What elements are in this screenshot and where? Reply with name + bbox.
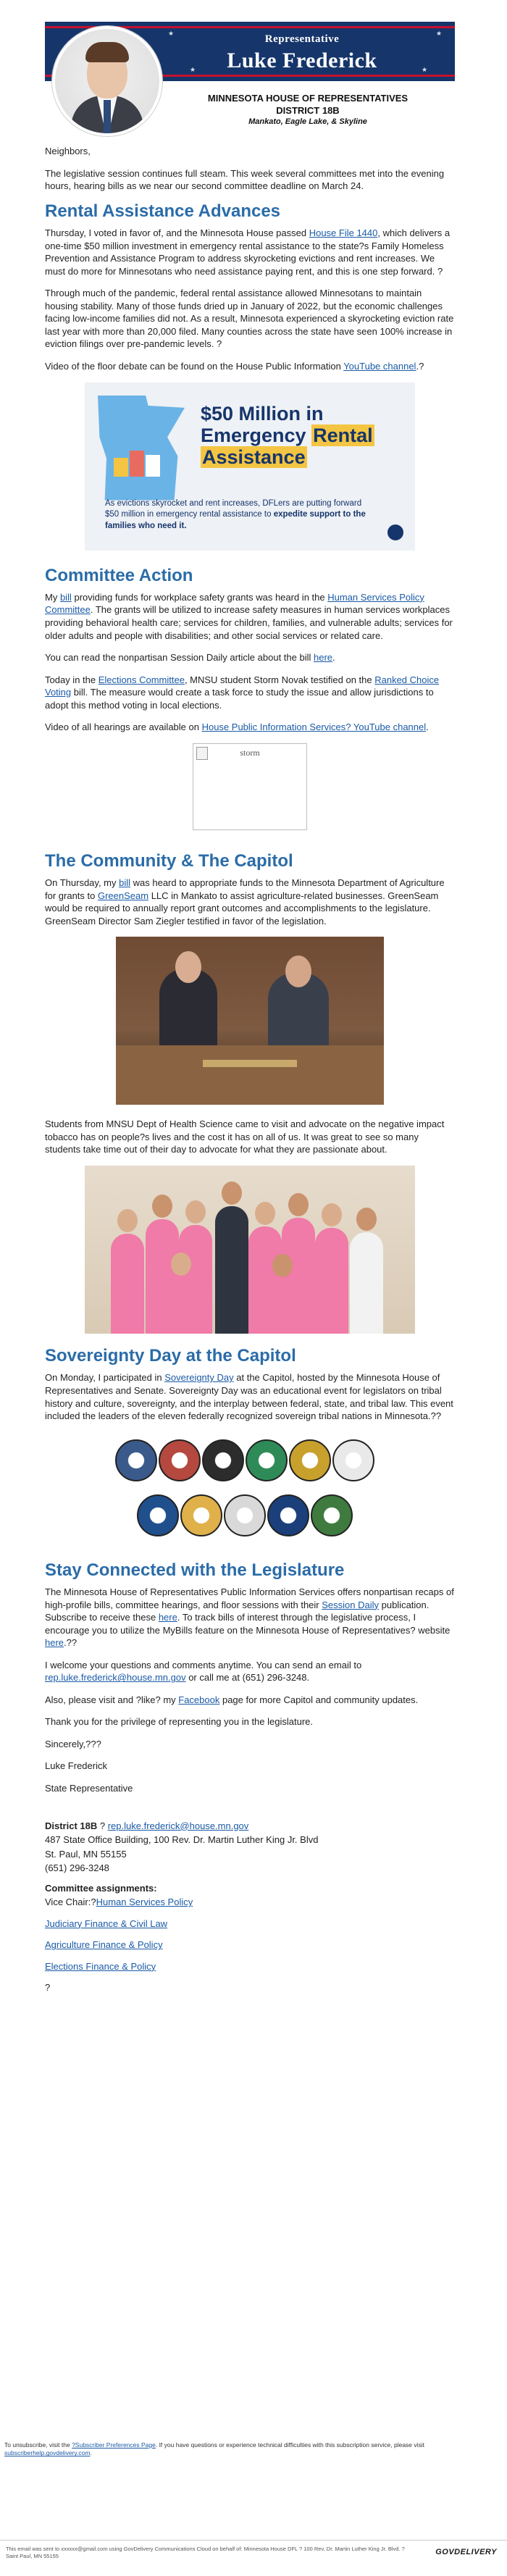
group-person-face (272, 1254, 293, 1277)
house-dfl-logo-icon (387, 524, 403, 540)
tribal-nation-seals (98, 1432, 402, 1545)
greeting: Neighbors, (45, 146, 91, 156)
star-icon: ★ (436, 30, 443, 37)
committee-link[interactable]: Elections Finance & Policy (45, 1960, 156, 1972)
stay-paragraph-2: I welcome your questions and comments anytime. You can send an email to rep.luke.frederick@house.mn.gov or call me at (651) 296-3248. (45, 1659, 362, 1684)
group-person (266, 1279, 299, 1334)
youtube-channel-link[interactable]: YouTube channel (343, 360, 416, 372)
rep-title: Representative (264, 33, 340, 45)
committee-link[interactable]: Agriculture Finance & Policy (45, 1939, 163, 1951)
tribal-seal-icon (180, 1494, 222, 1536)
image-alt-text: storm (240, 747, 260, 758)
sovereignty-heading: Sovereignty Day at the Capitol (45, 1346, 296, 1366)
rental-paragraph-2: Through much of the pandemic, federal rental assistance allowed Minnesotans to maintain housing stability. Many of those funds dried up in January of 2022, but the economic challenges facing low-income families did not. As a result, Minnesota experienced a skyrocketing eviction rate last year with more than 20,000 filed. Many counties across the state have seen 100% increase in eviction filings over pre-pandemic levels. ? (45, 288, 454, 350)
signature-title: State Representative (45, 1783, 133, 1794)
contact-email-link[interactable]: rep.luke.frederick@house.mn.gov (107, 1820, 249, 1831)
sign-off: Sincerely,??? (45, 1738, 101, 1749)
group-person-face (117, 1209, 138, 1232)
tribal-seal-icon (332, 1439, 374, 1481)
hearing-photo (116, 937, 384, 1105)
group-person (315, 1228, 348, 1334)
tribal-seal-icon (289, 1439, 331, 1481)
graphic-subtext: As evictions skyrocket and rent increases, DFLers are putting forward $50 million in emergency rental assistance to expedite support to the families who need it. (105, 498, 366, 530)
community-paragraph-2: Students from MNSU Dept of Health Science came to visit and advocate on the negative impact tobacco has on people?s lives and the cost it has on all of us. It was great to see so many students take time out of their day to advocate for what they are passionate about. (45, 1118, 445, 1155)
subscriber-help-link[interactable]: subscriberhelp.govdelivery.com (4, 2449, 91, 2457)
newsletter (45, 22, 455, 2003)
committee-paragraph-3: Today in the Elections Committee, MNSU student Storm Novak testified on the Ranked Choice Voting bill. The measure would create a task force to study the issue and allow jurisdictions to adopt this method voting in local elections. (45, 674, 440, 711)
govdelivery-logo: GOVDELIVERY (435, 2548, 497, 2556)
ranked-choice-voting-link[interactable]: Ranked Choice Voting (45, 674, 440, 698)
footer-text: This email was sent to xxxxxx@gmail.com using GovDelivery Communications Cloud on behalf of: Minnesota House DFL ? 100 Rev. Dr. Martin Luther King Jr. Blvd. ? Saint Paul, MN 55155 (6, 2546, 405, 2559)
subscriber-preferences-link[interactable]: ?Subscriber Preferences Page (72, 2441, 156, 2449)
houses-icon (114, 440, 164, 477)
rental-heading: Rental Assistance Advances (45, 201, 281, 221)
mybills-link[interactable]: here (45, 1637, 64, 1649)
rental-assistance-graphic (85, 382, 415, 551)
tribal-seal-icon (137, 1494, 179, 1536)
newsletter-header (45, 22, 455, 145)
rental-paragraph-1: Thursday, I voted in favor of, and the Minnesota House passed House File 1440, which delivers a one-time $50 million investment in emergency rental assistance to the state?s Family Homeless Prevention and Assistance Program to address skyrocketing evictions and rent increases. We must do more for Minnesotans who need assistance paying rent, and this is one step forward. ? (45, 227, 451, 277)
student-group-photo (85, 1166, 415, 1334)
community-paragraph-1: On Thursday, my bill was heard to appropriate funds to the Minnesota Department of Agriculture for grants to GreenSeam LLC in Mankato to assist agriculture-related businesses. GreenSeam would be required to annually report grant outcomes and accomplishments to the legislature. GreenSeam Director Sam Ziegler testified in favor of the legislation. (45, 877, 445, 927)
district-line: District 18B ? rep.luke.frederick@house.mn.gov (45, 1820, 249, 1831)
tribal-seal-icon (159, 1439, 201, 1481)
rep-name: Luke Frederick (227, 49, 377, 72)
house-district: DISTRICT 18B (276, 105, 340, 116)
house-name: MINNESOTA HOUSE OF REPRESENTATIVES (207, 93, 408, 104)
committee-assignments-label: Committee assignments: (45, 1882, 157, 1894)
group-person-face (222, 1182, 242, 1205)
tribal-seal-icon (267, 1494, 309, 1536)
group-person-face (356, 1208, 377, 1231)
rental-paragraph-3: Video of the floor debate can be found on the House Public Information YouTube channel.? (45, 360, 424, 372)
trailing-mark: ? (45, 1982, 51, 1994)
sovereignty-paragraph: On Monday, I participated in Sovereignty Day at the Capitol, hosted by the Minnesota House of Representatives and Senate. Sovereignty Day was an educational event for legislators on tribal history and culture, sovereignty, and the interplay between federal, state, and tribal law. This event included the leaders of the eleven federally recognized sovereign tribal nations in Minnesota.?? (45, 1372, 453, 1422)
star-icon: ★ (190, 66, 196, 73)
greenseam-link[interactable]: GreenSeam (97, 890, 149, 901)
tribal-seal-icon (311, 1494, 353, 1536)
email-link[interactable]: rep.luke.frederick@house.mn.gov (45, 1672, 186, 1684)
committee-paragraph-1: My bill providing funds for workplace safety grants was heard in the Human Services Policy Committee. The grants will be utilized to increase safety measures in human services workplaces providing behavioral health care; services for children, families, and vulnerable adults; services for older adults and people with disabilities; and other social services or related care. (45, 591, 453, 641)
session-daily-link[interactable]: Session Daily (322, 1599, 379, 1610)
group-person-face (322, 1203, 342, 1226)
elections-committee-link[interactable]: Elections Committee (98, 674, 185, 685)
group-person (350, 1232, 383, 1334)
graphic-headline: $50 Million in Emergency Rental Assistance (201, 402, 373, 468)
tribal-seal-icon (115, 1439, 157, 1481)
group-person-face (185, 1200, 206, 1224)
stay-paragraph-3: Also, please visit and ?like? my Facebook page for more Capitol and community updates. (45, 1694, 419, 1705)
representative-portrait (52, 26, 162, 136)
stay-connected-heading: Stay Connected with the Legislature (45, 1560, 345, 1580)
intro-paragraph: The legislative session continues full steam. This week several committees met into the evening hours, hearing bills as we near our second committee deadline on March 24. (45, 167, 445, 192)
human-services-committee-link[interactable]: Human Services Policy Committee (45, 591, 424, 616)
star-icon: ★ (168, 30, 175, 37)
committee-paragraph-4: Video of all hearings are available on House Public Information Services? YouTube channel. (45, 722, 429, 733)
greenseam-bill-link[interactable]: bill (119, 877, 131, 889)
thank-you-line: Thank you for the privilege of representing you in the legislature. (45, 1716, 313, 1728)
address-line-1: 487 State Office Building, 100 Rev. Dr. Martin Luther King Jr. Blvd (45, 1834, 319, 1846)
tribal-seal-icon (202, 1439, 244, 1481)
house-cities: Mankato, Eagle Lake, & Skyline (248, 117, 367, 126)
facebook-link[interactable]: Facebook (178, 1694, 220, 1705)
phone-line: (651) 296-3248 (45, 1862, 109, 1874)
stay-paragraph-1: The Minnesota House of Representatives Public Information Services offers nonpartisan recaps of high-profile bills, committee hearings, and floor sessions with their Session Daily publication. Subscribe to receive these here. To track bills of interest through the legislative process, I encourage you to utilize the MyBills feature on the Minnesota House of Representatives? website here.?? (45, 1586, 454, 1649)
group-person-face (152, 1195, 172, 1218)
committee-link[interactable]: Human Services Policy (96, 1897, 193, 1908)
group-person-face (255, 1202, 275, 1225)
footer-divider (0, 2540, 507, 2541)
address-line-2: St. Paul, MN 55155 (45, 1848, 127, 1860)
group-person (215, 1206, 248, 1334)
group-person-face (171, 1253, 191, 1276)
committee-link[interactable]: Judiciary Finance & Civil Law (45, 1918, 168, 1929)
star-icon: ★ (422, 66, 428, 73)
house-file-1440-link[interactable]: House File 1440 (309, 227, 378, 239)
group-person (164, 1277, 198, 1334)
unsubscribe-notice: To unsubscribe, visit the ?Subscriber Preferences Page. If you have questions or experience technical difficulties with this subscription service, please visit subscriberhelp.govdelivery.com. (4, 2441, 425, 2457)
group-person (111, 1234, 144, 1334)
committee-assignment-list: Vice Chair:?Human Services Policy Judiciary Finance & Civil Law Agriculture Finance & Policy Elections Finance & Policy ? (45, 1896, 455, 1994)
sovereignty-day-link[interactable]: Sovereignty Day (164, 1372, 234, 1384)
signature-name: Luke Frederick (45, 1760, 107, 1772)
tribal-seal-icon (246, 1439, 288, 1481)
session-daily-article-link[interactable]: here (313, 652, 333, 664)
safety-bill-link[interactable]: bill (59, 591, 72, 603)
group-person-face (288, 1193, 309, 1216)
contact-block (45, 1820, 455, 1994)
broken-image-storm (193, 743, 307, 830)
subscribe-link[interactable]: here (158, 1612, 177, 1623)
committee-paragraph-2: You can read the nonpartisan Session Daily article about the bill here. (45, 652, 335, 664)
hearings-youtube-link[interactable]: House Public Information Services? YouTube channel (201, 722, 427, 733)
committee-heading: Committee Action (45, 565, 193, 585)
tribal-seal-icon (224, 1494, 266, 1536)
community-heading: The Community & The Capitol (45, 850, 293, 871)
